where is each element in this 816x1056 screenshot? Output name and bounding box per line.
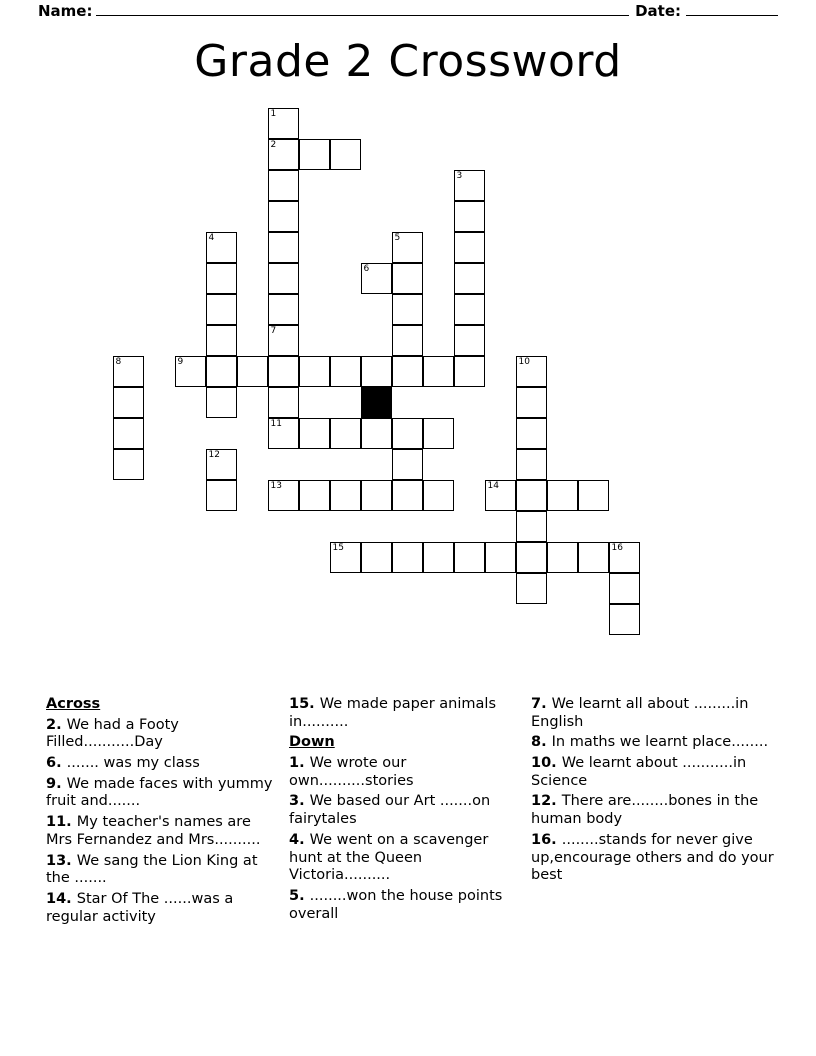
grid-cell-number: 16 [611,543,623,553]
grid-cell[interactable] [578,480,609,511]
worksheet-header [38,2,778,20]
grid-cell[interactable] [392,449,423,480]
grid-cell[interactable] [392,418,423,449]
clue-item [46,891,274,926]
grid-cell-blocked [361,387,392,418]
grid-cell[interactable] [454,325,485,356]
grid-cell[interactable] [113,387,144,418]
page-title: Grade 2 Crossword [194,36,622,87]
grid-cell[interactable] [547,480,578,511]
grid-cell[interactable] [206,480,237,511]
grid-cell[interactable] [392,356,423,387]
grid-cell[interactable] [268,139,299,170]
grid-cell[interactable] [423,418,454,449]
grid-cell-number: 15 [332,543,344,553]
clue-text: In maths we learnt place........ [551,734,769,751]
grid-cell-number: 6 [363,264,370,274]
grid-cell[interactable] [330,542,361,573]
clue-text: We sang the Lion King at the ....... [46,852,258,887]
date-label: Date: [635,2,681,20]
grid-cell[interactable] [392,294,423,325]
grid-cell[interactable] [423,542,454,573]
clue-column-1 [46,696,274,929]
grid-cell[interactable] [578,542,609,573]
grid-cell[interactable] [206,325,237,356]
date-write-line [686,14,778,16]
clue-text: We learnt about ...........in Science [531,755,747,789]
grid-cell[interactable] [361,480,392,511]
grid-cell[interactable] [330,356,361,387]
grid-cell[interactable] [113,418,144,449]
clue-text: We learnt all about .........in English [531,696,749,730]
grid-cell[interactable] [423,356,454,387]
clue-number: 12. [531,793,562,810]
grid-cell-number: 5 [394,233,401,243]
clue-text: ....... was my class [66,755,200,772]
grid-cell[interactable] [299,418,330,449]
crossword-grid[interactable] [0,108,816,688]
clue-item [46,717,274,752]
grid-cell[interactable] [330,418,361,449]
grid-cell[interactable] [454,356,485,387]
clue-number: 16. [531,831,562,848]
grid-cell[interactable] [330,480,361,511]
grid-cell[interactable] [268,170,299,201]
name-label: Name: [38,2,93,20]
grid-cell[interactable] [454,170,485,201]
grid-cell[interactable] [206,232,237,263]
grid-cell[interactable] [268,325,299,356]
grid-cell[interactable] [392,232,423,263]
clue-item [46,776,274,811]
grid-cell-number: 3 [456,171,463,181]
grid-cell[interactable] [206,263,237,294]
clue-number: 6. [46,755,67,772]
grid-cell[interactable] [392,263,423,294]
grid-cell[interactable] [547,542,578,573]
grid-cell[interactable] [299,139,330,170]
clue-number: 9. [46,775,67,792]
grid-cell[interactable] [485,480,516,511]
grid-cell-number: 1 [270,109,277,119]
grid-cell[interactable] [609,573,640,604]
grid-cell-number: 2 [270,140,277,150]
grid-cell[interactable] [175,356,206,387]
grid-cell[interactable] [237,356,268,387]
grid-cell-number: 14 [487,481,499,491]
grid-cell[interactable] [361,263,392,294]
grid-cell[interactable] [206,387,237,418]
grid-cell[interactable] [423,480,454,511]
grid-cell[interactable] [268,201,299,232]
clue-number: 4. [289,831,310,848]
grid-cell[interactable] [454,232,485,263]
clue-number: 1. [289,755,310,772]
clue-item [531,696,776,731]
clue-item [531,832,776,885]
clue-number: 5. [289,887,310,904]
clue-number: 14. [46,890,77,907]
grid-cell[interactable] [609,542,640,573]
clue-item [46,814,274,849]
grid-cell[interactable] [361,542,392,573]
grid-cell[interactable] [268,387,299,418]
grid-cell[interactable] [516,418,547,449]
grid-cell[interactable] [113,356,144,387]
clue-text: We based our Art .......on fairytales [289,793,491,828]
clue-column-3 [531,696,776,888]
clue-item [289,755,517,790]
grid-cell[interactable] [392,325,423,356]
grid-cell[interactable] [516,573,547,604]
grid-cell[interactable] [268,294,299,325]
grid-cell[interactable] [206,356,237,387]
clue-item [289,832,517,885]
grid-cell[interactable] [454,294,485,325]
grid-cell[interactable] [113,449,144,480]
grid-cell[interactable] [516,387,547,418]
clue-text: We made paper animals in.......... [289,696,496,730]
clue-item [46,755,274,773]
clue-text: We had a Footy Filled...........Day [46,716,179,751]
name-write-line [96,14,629,16]
grid-cell[interactable] [516,480,547,511]
clue-number: 8. [531,734,552,751]
grid-cell-number: 8 [115,357,122,367]
grid-cell-number: 4 [208,233,215,243]
clue-text: ........stands for never give up,encourage others and do your best [531,831,774,884]
clue-item [289,696,517,731]
clue-item [289,888,517,923]
grid-cell-number: 12 [208,450,220,460]
clue-text: We went on a scavenger hunt at the Queen Victoria.......... [289,831,489,884]
grid-cell[interactable] [268,232,299,263]
clue-text: We made faces with yummy fruit and....... [46,775,273,810]
grid-cell[interactable] [330,139,361,170]
grid-cell[interactable] [516,542,547,573]
clue-number: 7. [531,696,552,712]
clue-text: There are........bones in the human body [531,793,759,828]
across-heading: Across [46,696,101,712]
clue-item [531,734,776,752]
grid-cell[interactable] [454,542,485,573]
down-heading: Down [289,734,335,751]
grid-cell[interactable] [268,108,299,139]
clue-text: My teacher's names are Mrs Fernandez and Mrs.......... [46,814,261,848]
grid-cell[interactable] [454,263,485,294]
grid-cell[interactable] [299,356,330,387]
grid-cell[interactable] [268,480,299,511]
grid-cell[interactable] [609,604,640,635]
clue-number: 13. [46,852,77,869]
grid-cell[interactable] [392,480,423,511]
clue-column-2 [289,696,517,926]
clue-text: We wrote our own..........stories [289,755,414,789]
grid-cell-number: 11 [270,419,282,429]
clue-number: 15. [289,696,320,712]
grid-cell-number: 7 [270,326,277,336]
clue-number: 10. [531,755,562,772]
grid-cell[interactable] [392,542,423,573]
clue-text: Star Of The ......was a regular activity [46,890,234,925]
grid-cell[interactable] [361,418,392,449]
grid-cell-number: 10 [518,357,530,367]
grid-cell[interactable] [268,418,299,449]
grid-cell[interactable] [299,480,330,511]
grid-cell[interactable] [485,542,516,573]
grid-cell[interactable] [516,511,547,542]
clue-item [531,755,776,790]
grid-cell[interactable] [516,449,547,480]
clue-text: ........won the house points overall [289,887,503,922]
grid-cell[interactable] [206,449,237,480]
clue-lists [46,696,776,986]
clue-item [531,793,776,828]
clue-item [46,853,274,888]
grid-cell-number: 9 [177,357,184,367]
grid-cell[interactable] [516,356,547,387]
clue-number: 3. [289,793,310,810]
clue-number: 11. [46,814,77,831]
clue-item [289,793,517,828]
grid-cell[interactable] [454,201,485,232]
grid-cell[interactable] [206,294,237,325]
clue-number: 2. [46,716,67,733]
grid-cell[interactable] [268,263,299,294]
grid-cell[interactable] [268,356,299,387]
grid-cell[interactable] [361,356,392,387]
grid-cell-number: 13 [270,481,282,491]
